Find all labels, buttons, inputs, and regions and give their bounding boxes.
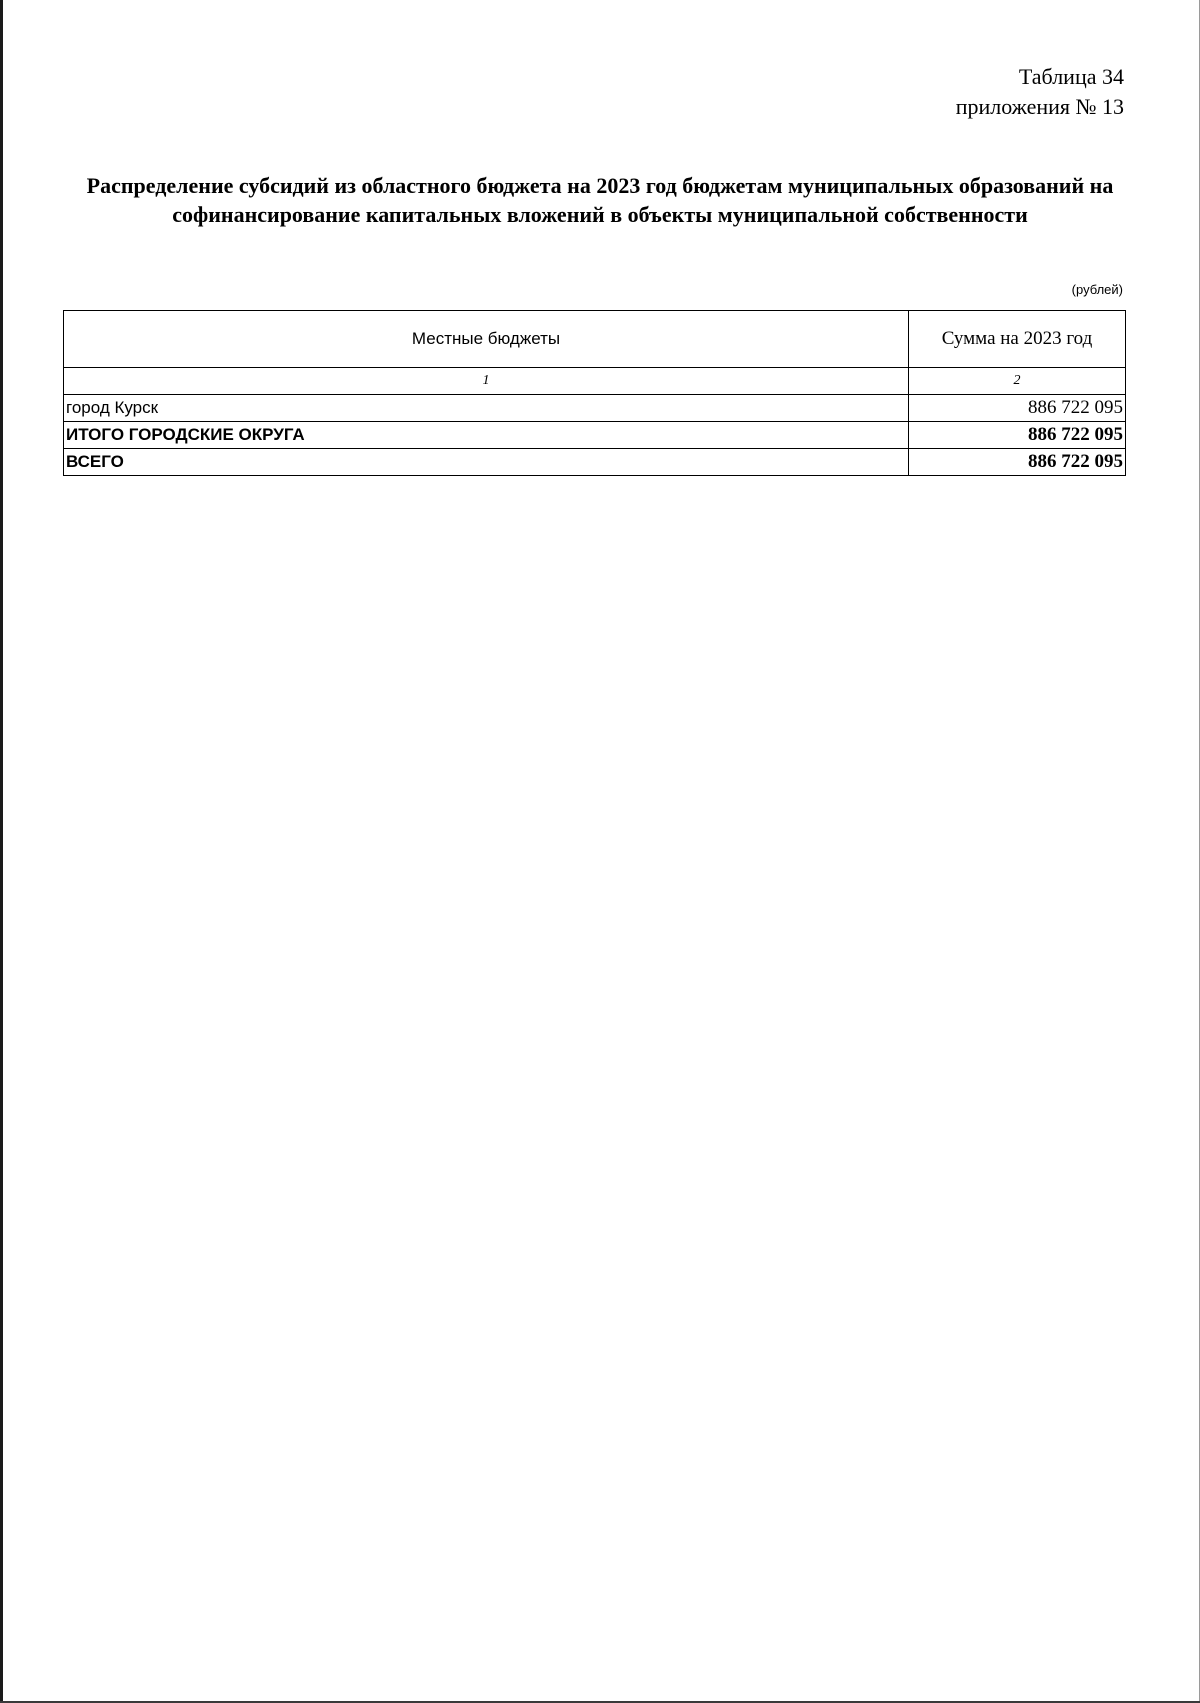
row-name: ВСЕГО (64, 449, 909, 476)
budget-table (63, 310, 1126, 476)
column-header-sum: Сумма на 2023 год (909, 311, 1126, 368)
column-number-2: 2 (909, 368, 1126, 395)
appendix-reference: приложения № 13 (955, 94, 1124, 119)
units-label: (рублей) (1071, 282, 1123, 297)
row-sum: 886 722 095 (909, 395, 1126, 422)
document-title: Распределение субсидий из областного бюджета на 2023 год бюджетам муниципальных образований на софинансирование капитальных вложений в объекты муниципальной собственности (86, 173, 1114, 227)
table-reference: Таблица 34 (1018, 64, 1124, 89)
column-header-budgets: Местные бюджеты (64, 311, 909, 368)
document-reference (956, 62, 1124, 122)
column-numbers-row (64, 368, 1126, 395)
row-name: ИТОГО ГОРОДСКИЕ ОКРУГА (64, 422, 909, 449)
row-sum: 886 722 095 (909, 449, 1126, 476)
row-sum: 886 722 095 (909, 422, 1126, 449)
table-row (64, 395, 1126, 422)
table-row (64, 422, 1126, 449)
table-row (64, 449, 1126, 476)
page-edge-left (0, 0, 3, 1703)
row-name: город Курск (64, 395, 909, 422)
column-number-1: 1 (64, 368, 909, 395)
table-header-row (64, 311, 1126, 368)
